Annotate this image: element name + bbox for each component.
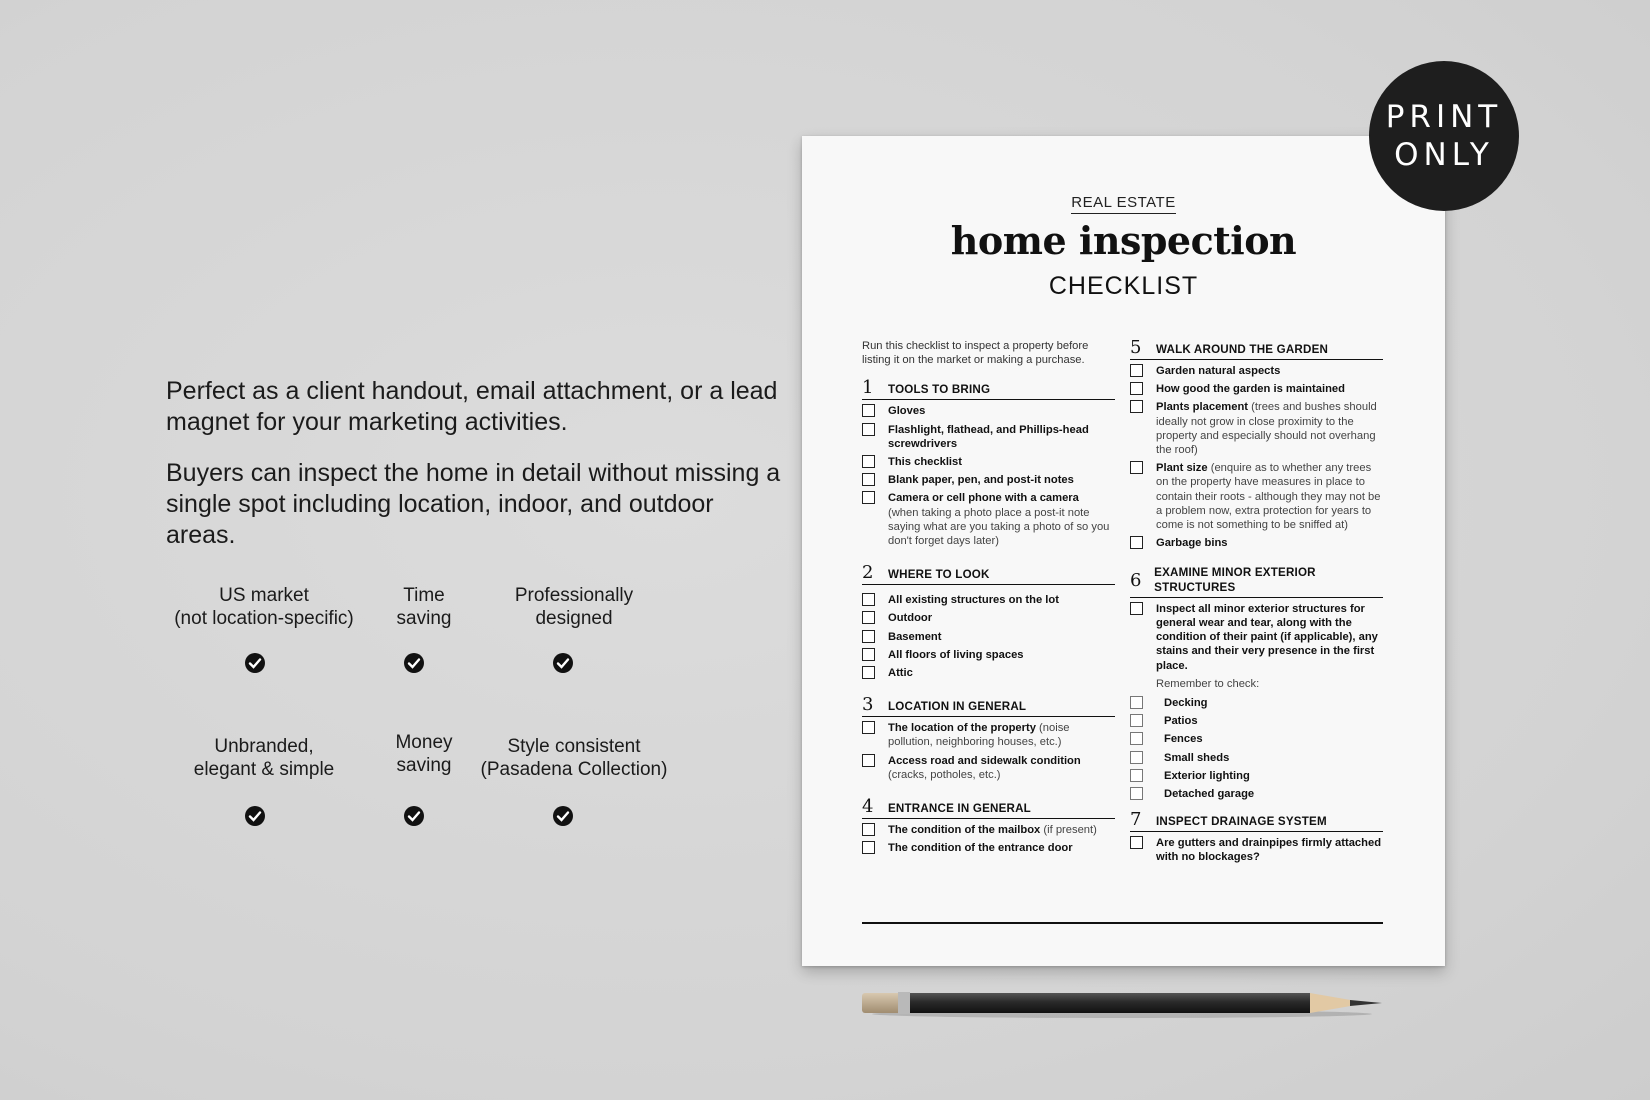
section-number: 7 <box>1130 809 1142 831</box>
checkbox[interactable] <box>862 455 875 468</box>
section-number: 6 <box>1130 569 1142 591</box>
item-label: Exterior lighting <box>1164 769 1250 782</box>
feature-label: US market (not location-specific) <box>174 585 354 629</box>
checklist-item <box>862 423 1115 451</box>
check-circle-icon <box>403 652 425 674</box>
checklist-item <box>862 455 1115 469</box>
checkbox[interactable] <box>1130 536 1143 549</box>
item-label: Are gutters and drainpipes firmly attached with no blockages? <box>1156 837 1382 864</box>
feature-label: Unbranded, elegant & simple <box>193 736 335 780</box>
checkbox[interactable] <box>1130 602 1143 615</box>
checkbox[interactable] <box>862 491 875 504</box>
item-label: Blank paper, pen, and post-it notes <box>888 474 1074 487</box>
checklist-subitem <box>1130 732 1383 746</box>
checkbox[interactable] <box>1130 696 1143 709</box>
item-label: Decking <box>1164 697 1208 710</box>
checkbox[interactable] <box>862 666 875 679</box>
item-label: Camera or cell phone with a camera <box>888 492 1079 505</box>
checkbox[interactable] <box>1130 769 1143 782</box>
item-label: Basement <box>888 630 942 643</box>
checklist-item <box>862 473 1115 487</box>
checklist-left-column <box>862 339 1115 859</box>
intro-paragraph-2: Buyers can inspect the home in detail without missing a single spot including location, indoor, and outdoor areas. <box>166 459 781 549</box>
checklist-item <box>862 721 1115 749</box>
checklist-item <box>862 754 1115 782</box>
checklist-item <box>862 593 1115 607</box>
checkbox[interactable] <box>1130 382 1143 395</box>
checklist-item <box>1130 602 1383 673</box>
checklist-item <box>1130 461 1383 532</box>
remember-note: Remember to check: <box>1156 677 1260 690</box>
section-title: ENTRANCE IN GENERAL <box>888 801 1031 815</box>
checkbox[interactable] <box>862 841 875 854</box>
item-label: The location of the property <box>888 722 1036 735</box>
section-title: EXAMINE MINOR EXTERIOR STRUCTURES <box>1154 566 1316 594</box>
item-note: (trees and bushes should ideally not grow in close proximity to the property and especially should not overhang the roof) <box>1156 401 1377 457</box>
doc-subtitle: CHECKLIST <box>1048 272 1199 300</box>
section-title: LOCATION IN GENERAL <box>888 700 1027 714</box>
section-header <box>1130 339 1383 360</box>
item-note: (when taking a photo place a post-it note saying what are you taking a photo of so you don't forget days later) <box>888 506 1110 548</box>
checklist-item <box>862 666 1115 680</box>
section-number: 3 <box>862 694 874 716</box>
item-note: (cracks, potholes, etc.) <box>888 768 1001 781</box>
item-label: Plant size <box>1156 462 1208 475</box>
section-header <box>862 379 1115 400</box>
check-circle-icon <box>552 652 574 674</box>
checklist-subitem <box>1130 787 1383 801</box>
section-title: TOOLS TO BRING <box>888 383 991 397</box>
item-label: This checklist <box>888 456 962 469</box>
section-number: 4 <box>862 796 874 818</box>
item-label: The condition of the mailbox <box>888 824 1041 837</box>
item-label: Outdoor <box>888 612 933 625</box>
item-note: (enquire as to whether any trees on the property have measures in place to contain their roots - although they may not be a problem now, extra protection for years to come is not something to be sniffed at) <box>1156 462 1381 532</box>
checkbox[interactable] <box>1130 461 1143 474</box>
item-label: Flashlight, flathead, and Phillips-head screwdrivers <box>888 423 1089 450</box>
section-title: WHERE TO LOOK <box>888 568 990 582</box>
checklist-item <box>1130 400 1383 457</box>
checklist-subitem <box>1130 751 1383 765</box>
intro-paragraph-1: Perfect as a client handout, email attachment, or a lead magnet for your marketing activities. <box>166 377 778 436</box>
checkbox[interactable] <box>862 823 875 836</box>
checklist-subitem <box>1130 714 1383 728</box>
doc-kicker-text: REAL ESTATE <box>1071 194 1175 214</box>
section-title: WALK AROUND THE GARDEN <box>1156 342 1329 356</box>
checklist-item <box>1130 836 1383 864</box>
checkbox[interactable] <box>862 473 875 486</box>
bottom-divider <box>862 922 1383 924</box>
checkbox[interactable] <box>862 593 875 606</box>
doc-kicker <box>802 194 1445 211</box>
doc-intro: Run this checklist to inspect a property before listing it on the market or making a purchase. <box>862 340 1089 367</box>
item-label: How good the garden is maintained <box>1156 383 1345 396</box>
print-only-badge <box>1369 61 1519 211</box>
section-number: 1 <box>862 377 874 399</box>
checkbox[interactable] <box>1130 751 1143 764</box>
checkbox[interactable] <box>862 423 875 436</box>
checklist-item <box>1130 364 1383 378</box>
checklist-item <box>862 823 1115 837</box>
checklist-subitem <box>1130 696 1383 710</box>
section-number: 2 <box>862 562 874 584</box>
checkbox[interactable] <box>1130 400 1143 413</box>
item-label: Access road and sidewalk condition <box>888 754 1081 767</box>
doc-title: home inspection <box>950 218 1297 263</box>
item-label: Plants placement <box>1156 401 1249 414</box>
checkbox[interactable] <box>1130 364 1143 377</box>
checklist-item <box>862 404 1115 418</box>
section-header <box>862 798 1115 819</box>
section-header <box>862 696 1115 717</box>
checkbox[interactable] <box>1130 714 1143 727</box>
item-note: (if present) <box>1043 824 1097 837</box>
marketing-copy <box>166 376 786 571</box>
item-label: Detached garage <box>1164 788 1255 801</box>
checklist-sheet <box>802 136 1445 966</box>
section-header <box>862 564 1115 585</box>
feature-label: Style consistent (Pasadena Collection) <box>480 736 668 780</box>
checklist-item <box>1130 536 1383 550</box>
feature-professionally-designed <box>474 584 674 630</box>
checkbox[interactable] <box>1130 787 1143 800</box>
item-label: Gloves <box>888 405 926 418</box>
checkbox[interactable] <box>1130 836 1143 849</box>
pencil-icon <box>862 987 1384 1021</box>
check-circle-icon <box>552 805 574 827</box>
item-note: (noise pollution, neighboring houses, etc.) <box>888 722 1070 749</box>
checkbox[interactable] <box>1130 732 1143 745</box>
checklist-right-column <box>1130 339 1383 869</box>
badge-line-2: ONLY <box>1394 137 1494 173</box>
checklist-item <box>862 611 1115 625</box>
item-label: Patios <box>1164 715 1198 728</box>
checkbox[interactable] <box>862 648 875 661</box>
badge-line-1: PRINT <box>1385 99 1503 135</box>
item-label: All floors of living spaces <box>888 648 1024 661</box>
feature-style-consistent <box>474 735 674 781</box>
checklist-item <box>862 648 1115 662</box>
item-label: Inspect all minor exterior structures for general wear and tear, along with the condition of their paint (if applicable), any stains and their very presence in the first place. <box>1156 602 1378 672</box>
item-label: Garbage bins <box>1156 537 1228 550</box>
check-circle-icon <box>244 652 266 674</box>
check-circle-icon <box>244 805 266 827</box>
item-label: Fences <box>1164 733 1203 746</box>
feature-label: Professionally designed <box>514 585 634 629</box>
section-title: INSPECT DRAINAGE SYSTEM <box>1156 815 1327 829</box>
item-label: Small sheds <box>1164 751 1230 764</box>
item-label: The condition of the entrance door <box>888 842 1073 855</box>
item-label: All existing structures on the lot <box>888 594 1059 607</box>
feature-label: Money saving <box>395 732 453 776</box>
section-number: 5 <box>1130 337 1142 358</box>
section-header <box>1130 566 1383 597</box>
checklist-item <box>862 491 1115 548</box>
checklist-item <box>862 841 1115 855</box>
checkbox[interactable] <box>862 404 875 417</box>
section-header <box>1130 811 1383 832</box>
checkbox[interactable] <box>862 721 875 734</box>
feature-label: Time saving <box>396 585 452 629</box>
checklist-subitem <box>1130 769 1383 783</box>
checkbox[interactable] <box>862 754 875 767</box>
checkbox[interactable] <box>862 611 875 624</box>
checkbox[interactable] <box>862 630 875 643</box>
checklist-item <box>862 630 1115 644</box>
item-label: Garden natural aspects <box>1156 365 1281 377</box>
check-circle-icon <box>403 805 425 827</box>
item-label: Attic <box>888 667 913 680</box>
checklist-item <box>1130 382 1383 396</box>
